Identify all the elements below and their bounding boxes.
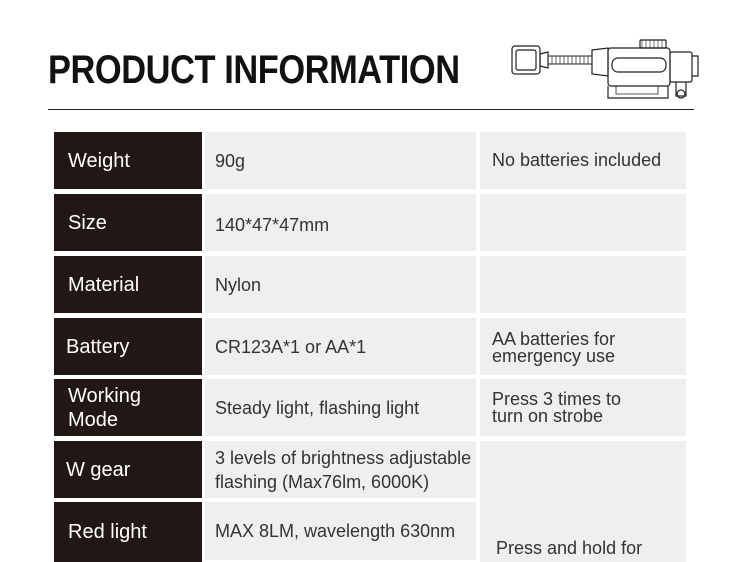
spec-row-weight <box>54 132 686 189</box>
spec-label: Size <box>54 194 202 251</box>
spec-row-working-mode <box>54 379 686 436</box>
spec-note: AA batteries for emergency use <box>480 318 686 375</box>
spec-value: 3 levels of brightness adjustable flashing (Max76lm, 6000K) <box>205 441 476 498</box>
spec-value: 90g <box>205 132 476 189</box>
spec-row-red-light <box>54 502 686 562</box>
spec-label: Material <box>54 256 202 313</box>
spec-row-material <box>54 256 686 313</box>
title-divider <box>48 109 694 110</box>
spec-note: Press 3 times to turn on strobe <box>480 379 686 436</box>
spec-value: MAX 8LM, wavelength 630nm <box>205 502 476 560</box>
spec-note: No batteries included <box>480 132 686 189</box>
spec-value: Steady light, flashing light <box>205 379 476 436</box>
spec-value: 140*47*47mm <box>205 194 476 251</box>
page-title: PRODUCT INFORMATION <box>48 48 460 92</box>
spec-note-text: Press and hold for <box>496 538 643 558</box>
spec-row-battery <box>54 318 686 375</box>
spec-label: Battery <box>54 318 202 375</box>
spec-note <box>480 256 686 313</box>
tactical-light-illustration <box>508 36 704 108</box>
spec-value: CR123A*1 or AA*1 <box>205 318 476 375</box>
spec-label: Red light <box>54 502 202 562</box>
spec-row-size <box>54 194 686 251</box>
spec-label: Working Mode <box>54 379 202 436</box>
spec-note <box>480 194 686 251</box>
spec-label: W gear <box>54 441 202 498</box>
spec-label: Weight <box>54 132 202 189</box>
spec-value: Nylon <box>205 256 476 313</box>
